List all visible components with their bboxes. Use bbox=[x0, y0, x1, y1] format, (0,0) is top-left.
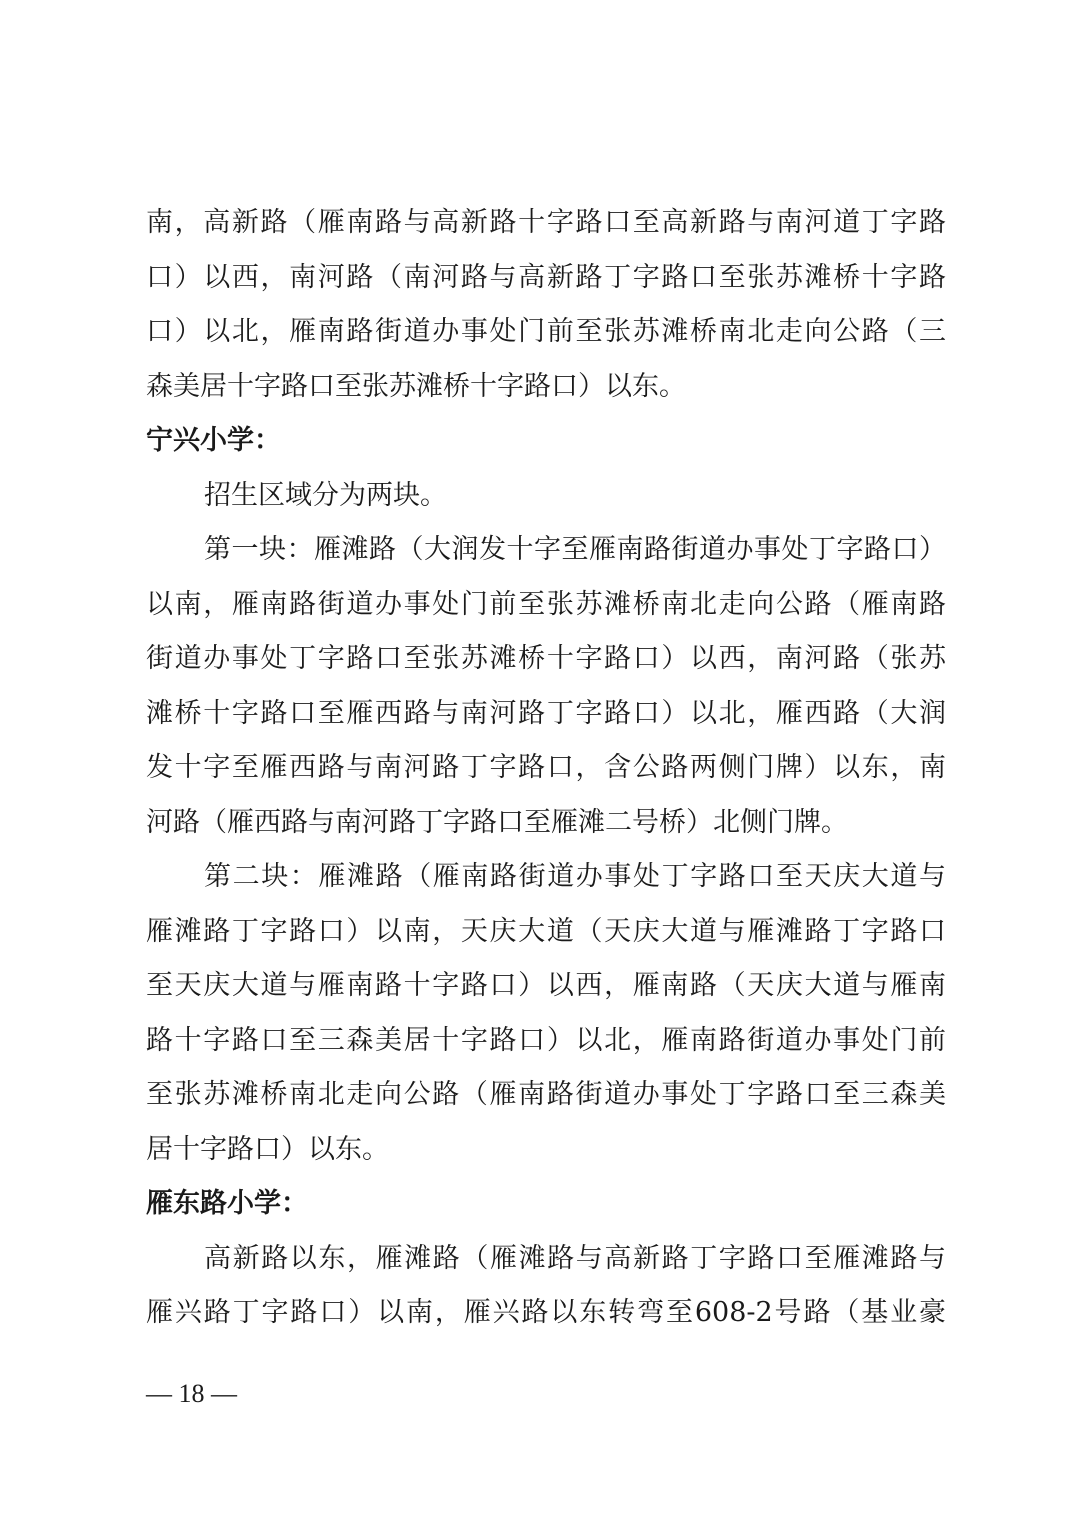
text-line: 至天庆大道与雁南路十字路口）以西，雁南路（天庆大道与雁南 bbox=[146, 970, 946, 1001]
text-line: 街道办事处丁字路口至张苏滩桥十字路口）以西，南河路（张苏 bbox=[146, 643, 946, 674]
section-heading: 雁东路小学： bbox=[146, 1188, 308, 1219]
text-line: 雁滩路丁字路口）以南，天庆大道（天庆大道与雁滩路丁字路口 bbox=[146, 915, 946, 947]
text-line: 口）以西，南河路（南河路与高新路丁字路口至张苏滩桥十字路 bbox=[146, 261, 946, 293]
text-line: 第二块：雁滩路（雁南路街道办事处丁字路口至天庆大道与 bbox=[204, 861, 946, 892]
text-line: 招生区域分为两块。 bbox=[204, 479, 447, 511]
text-line: 居十字路口）以东。 bbox=[146, 1133, 389, 1165]
text-line: 第一块：雁滩路（大润发十字至雁南路街道办事处丁字路口） bbox=[204, 534, 946, 565]
text-line: 雁兴路丁字路口）以南，雁兴路以东转弯至608-2号路（基业豪 bbox=[146, 1297, 946, 1328]
text-line: 发十字至雁西路与南河路丁字路口，含公路两侧门牌）以东，南 bbox=[146, 752, 946, 783]
section-heading: 宁兴小学： bbox=[146, 425, 281, 456]
text-line: 至张苏滩桥南北走向公路（雁南路街道办事处丁字路口至三森美 bbox=[146, 1079, 946, 1110]
text-line: 南，高新路（雁南路与高新路十字路口至高新路与南河道丁字路 bbox=[146, 207, 946, 238]
text-line: 河路（雁西路与南河路丁字路口至雁滩二号桥）北侧门牌。 bbox=[146, 806, 848, 838]
page-number: — 18 — bbox=[146, 1379, 237, 1408]
text-line: 森美居十字路口至张苏滩桥十字路口）以东。 bbox=[146, 370, 686, 402]
text-line: 以南，雁南路街道办事处门前至张苏滩桥南北走向公路（雁南路 bbox=[146, 588, 946, 620]
text-line: 滩桥十字路口至雁西路与南河路丁字路口）以北，雁西路（大润 bbox=[146, 697, 946, 729]
text-line: 口）以北，雁南路街道办事处门前至张苏滩桥南北走向公路（三 bbox=[146, 316, 946, 347]
text-line: 路十字路口至三森美居十字路口）以北，雁南路街道办事处门前 bbox=[146, 1024, 946, 1056]
page-body bbox=[146, 196, 946, 1341]
text-line: 高新路以东，雁滩路（雁滩路与高新路丁字路口至雁滩路与 bbox=[204, 1242, 946, 1274]
